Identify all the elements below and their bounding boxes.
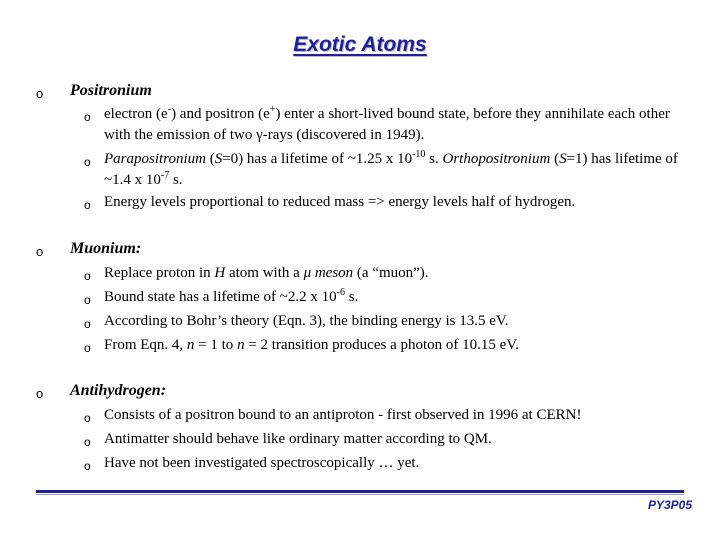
sub-bullet-text: Have not been investigated spectroscopically … yet. [104,455,420,471]
bullet-marker: o [36,386,44,401]
sub-bullet-marker: o [84,110,91,124]
sub-bullet-marker: o [84,269,91,283]
bullet-marker: o [36,86,44,101]
sub-bullet-text: From Eqn. 4, n = 1 to n = 2 transition produces a photon of 10.15 eV. [104,337,519,353]
sub-bullet-text: Parapositronium (S=0) has a lifetime of ~1.25 x $10^{-10}$ s. Orthopositronium (S=1) has lifetime of ~1.4 x $10^{-7}$ s. [104,149,678,188]
sub-bullet-marker: o [84,155,91,169]
footer-divider-shadow [36,494,684,495]
sub-bullet-marker: o [84,293,91,307]
footer-divider [36,490,684,493]
sub-bullet-text: electron (e-) and positron (e+) enter a short-lived bound state, before they annihilate each other with the emission of two γ-rays (discovered in 1949). [104,104,670,143]
sub-bullet-text: Antimatter should behave like ordinary matter according to QM. [104,431,492,447]
sub-bullet-marker: o [84,317,91,331]
course-code: PY3P05 [647,498,692,512]
section-heading: Antihydrogen: [70,382,167,399]
section-heading: Muonium: [70,240,142,257]
sub-bullet-marker: o [84,459,91,473]
slide-title: Exotic Atoms [293,33,427,56]
sub-bullet-marker: o [84,198,91,212]
section-heading: Positronium [70,82,152,99]
sub-bullet-text: According to Bohr’s theory (Eqn. 3), the binding energy is 13.5 eV. [104,313,509,329]
sub-bullet-text: Bound state has a lifetime of ~2.2 x $10^{-6}$ s. [104,287,359,305]
sub-bullet-text: Energy levels proportional to reduced mass => energy levels half of hydrogen. [104,194,576,210]
bullet-marker: o [36,244,44,259]
sub-bullet-text: Consists of a positron bound to an antiproton - first observed in 1996 at CERN! [104,407,582,423]
sub-bullet-marker: o [84,411,91,425]
sub-bullet-marker: o [84,435,91,449]
sub-bullet-marker: o [84,341,91,355]
sub-bullet-text: Replace proton in H atom with a μ meson (a “muon”). [104,265,429,281]
